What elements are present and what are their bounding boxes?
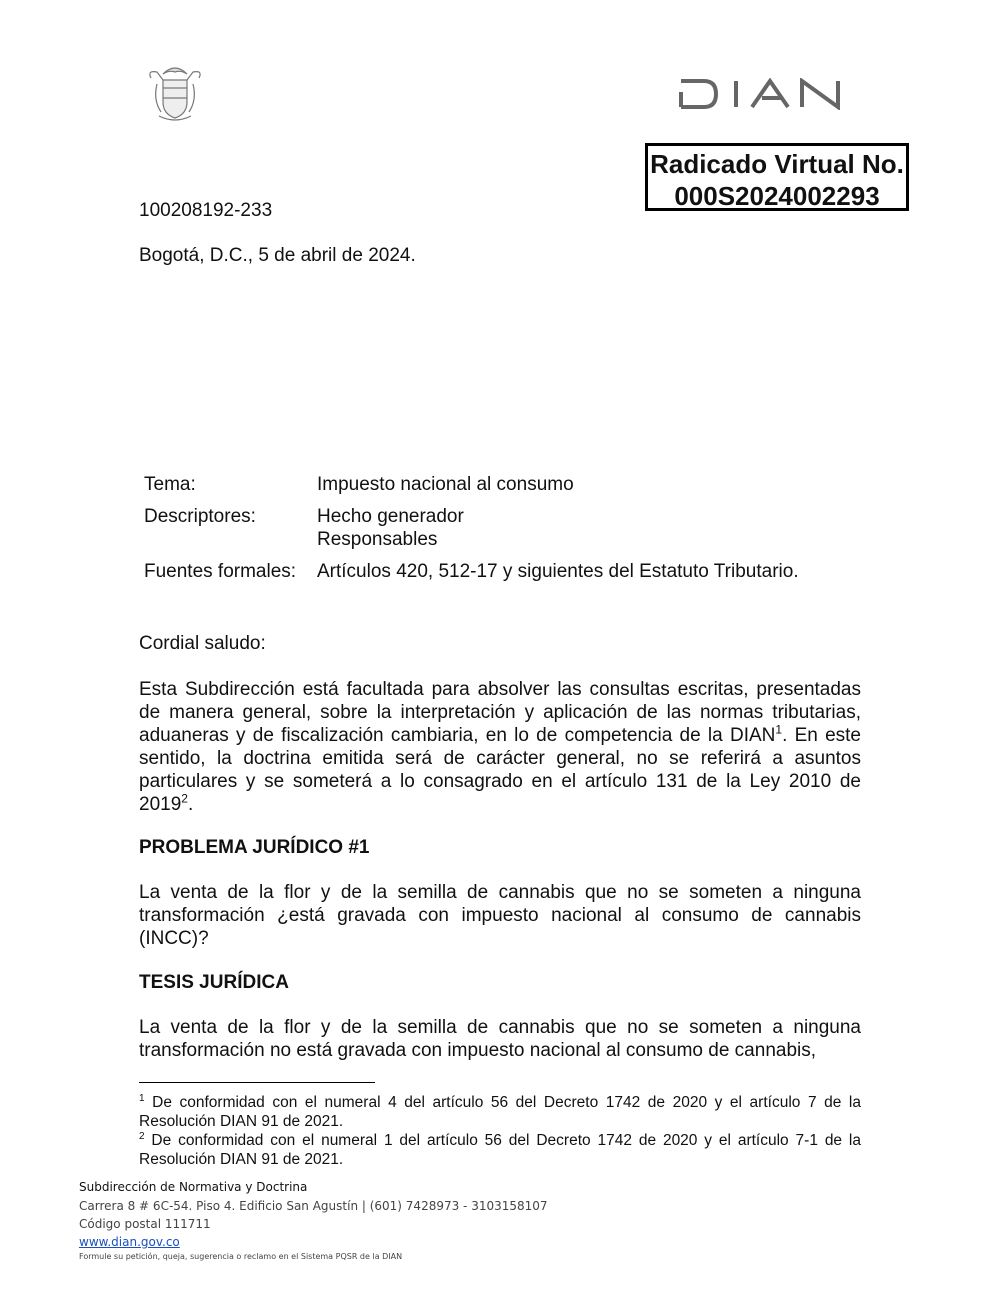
footer-website-link[interactable]: www.dian.gov.co bbox=[79, 1235, 180, 1249]
heading-tesis-juridica: TESIS JURÍDICA bbox=[139, 972, 289, 993]
intro-text-b: . En este sentido, la doctrina emitida será de carácter general, no se referirá a asuntos particulares y se someterá a lo consagrado en el artículo 131 de la Ley 2010 de 2019 bbox=[139, 725, 861, 815]
footnote-1-text: De conformidad con el numeral 4 del artículo 56 del Decreto 1742 de 2020 y el artículo 7 de la Resolución DIAN 91 de 2021. bbox=[139, 1094, 861, 1130]
intro-text-a: Esta Subdirección está facultada para absolver las consultas escritas, presentadas de manera general, sobre la interpretación y aplicación de las normas tributarias, aduaneras y de fiscalización cambiaria, en lo de competencia de la DIAN bbox=[139, 679, 861, 746]
tesis-paragraph: La venta de la flor y de la semilla de cannabis que no se someten a ninguna transformación no está gravada con impuesto nacional al consumo de cannabis, bbox=[139, 1017, 861, 1061]
greeting: Cordial saludo: bbox=[139, 633, 266, 654]
subject-row-tema bbox=[144, 473, 864, 496]
fuentes-label: Fuentes formales: bbox=[144, 561, 297, 582]
intro-text-c: . bbox=[187, 794, 194, 815]
heading-problema-juridico: PROBLEMA JURÍDICO #1 bbox=[139, 837, 370, 858]
date-line: Bogotá, D.C., 5 de abril de 2024. bbox=[139, 245, 416, 266]
footnote-1-mark: 1 bbox=[139, 1092, 145, 1104]
footnote-2-mark: 2 bbox=[139, 1130, 145, 1142]
tema-label: Tema: bbox=[144, 474, 196, 495]
footnote-2-text: De conformidad con el numeral 1 del artículo 56 del Decreto 1742 de 2020 y el artículo 7-1 de la Resolución DIAN 91 de 2021. bbox=[139, 1132, 861, 1168]
footer-office: Subdirección de Normativa y Doctrina bbox=[79, 1180, 308, 1194]
descriptores-value-2: Responsables bbox=[317, 529, 438, 550]
colombia-coat-of-arms-icon bbox=[143, 60, 207, 126]
fuentes-value: Artículos 420, 512-17 y siguientes del Estatuto Tributario. bbox=[317, 561, 799, 582]
radicado-number: 000S2024002293 bbox=[674, 181, 880, 211]
radicado-label: Radicado Virtual No. bbox=[650, 149, 904, 179]
footer-postal: Código postal 111711 bbox=[79, 1217, 211, 1231]
footer-pqsr: Formule su petición, queja, sugerencia o reclamo en el Sistema PQSR de la DIAN bbox=[79, 1252, 403, 1261]
problema-paragraph: La venta de la flor y de la semilla de cannabis que no se someten a ninguna transformación ¿está gravada con impuesto nacional al consumo de cannabis (INCC)? bbox=[139, 882, 861, 949]
subject-row-fuentes bbox=[144, 560, 864, 583]
subject-row-descriptores bbox=[144, 505, 864, 551]
footnote-1 bbox=[139, 1093, 861, 1131]
radicado-box bbox=[645, 143, 909, 211]
intro-paragraph bbox=[139, 678, 861, 816]
footnote-separator bbox=[139, 1082, 375, 1083]
footnote-2 bbox=[139, 1131, 861, 1169]
footnote-ref-2[interactable]: 2 bbox=[181, 791, 188, 806]
dian-logo bbox=[678, 78, 858, 110]
subject-table bbox=[144, 473, 864, 592]
descriptores-value-1: Hecho generador bbox=[317, 506, 464, 527]
footer-address: Carrera 8 # 6C-54. Piso 4. Edificio San Agustín | (601) 7428973 - 3103158107 bbox=[79, 1199, 548, 1213]
descriptores-label: Descriptores: bbox=[144, 506, 256, 527]
footnote-ref-1[interactable]: 1 bbox=[775, 722, 783, 737]
reference-number: 100208192-233 bbox=[139, 200, 273, 221]
tema-value: Impuesto nacional al consumo bbox=[317, 474, 574, 495]
